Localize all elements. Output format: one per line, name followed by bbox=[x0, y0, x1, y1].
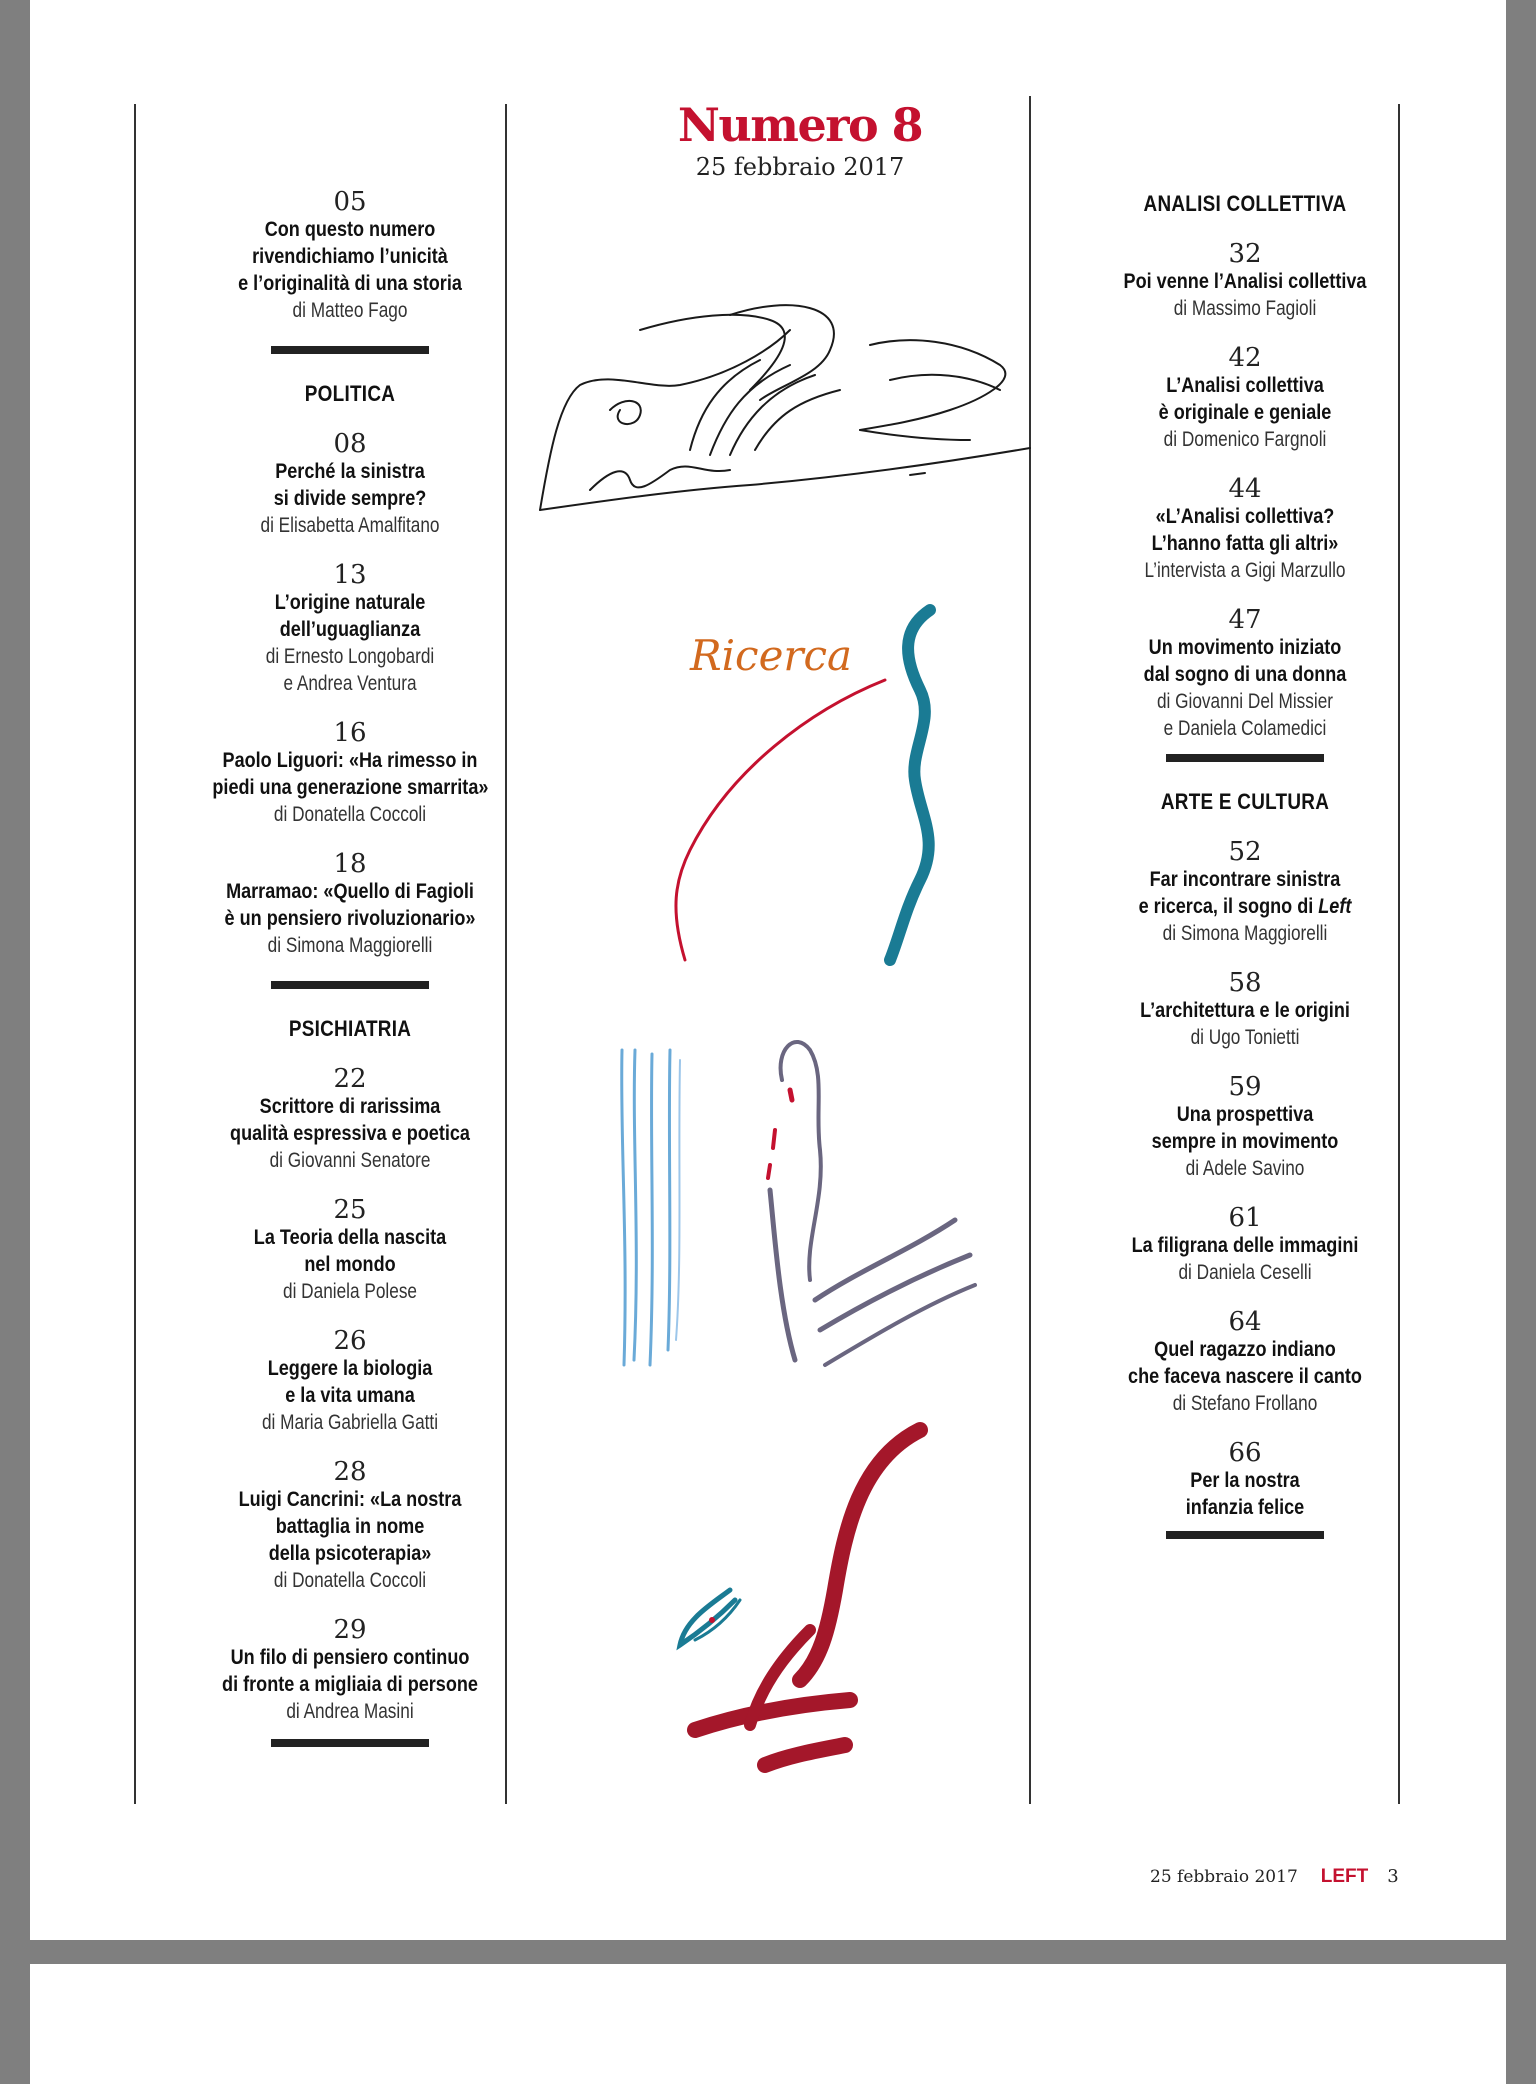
page-number: 59 bbox=[1228, 1072, 1262, 1102]
article-title bbox=[1103, 893, 1387, 920]
page-number: 08 bbox=[333, 429, 367, 459]
article-title: Paolo Liguori: «Ha rimesso in bbox=[222, 749, 478, 772]
article-author: di Ugo Tonietti bbox=[1190, 1026, 1300, 1049]
article-author: di Elisabetta Amalfitano bbox=[260, 514, 440, 537]
article-title: Scrittore di rarissima bbox=[259, 1095, 441, 1118]
article-title: infanzia felice bbox=[1185, 1496, 1305, 1519]
toc-entry[interactable] bbox=[1080, 969, 1410, 1051]
article-title: sempre in movimento bbox=[1151, 1130, 1339, 1153]
column-divider-1 bbox=[134, 104, 136, 1804]
article-author: di Daniela Ceselli bbox=[1178, 1261, 1312, 1284]
page-number: 18 bbox=[333, 849, 367, 879]
toc-entry[interactable] bbox=[190, 719, 510, 828]
article-title: si divide sempre? bbox=[273, 487, 427, 510]
article-title: Perché la sinistra bbox=[275, 460, 425, 483]
section-rule bbox=[1166, 1531, 1324, 1539]
issue-number: Numero 8 bbox=[677, 98, 923, 152]
toc-entry[interactable] bbox=[1080, 1204, 1410, 1286]
section-rule bbox=[271, 1739, 429, 1747]
article-title: piedi una generazione smarrita» bbox=[212, 776, 489, 799]
article-author: di Domenico Fargnoli bbox=[1163, 428, 1327, 451]
section-heading-politica: POLITICA bbox=[304, 381, 396, 406]
page-number: 66 bbox=[1228, 1438, 1262, 1468]
page-number: 58 bbox=[1228, 968, 1262, 998]
page-number: 47 bbox=[1228, 605, 1262, 635]
footer-brand: LEFT bbox=[1320, 1866, 1369, 1887]
next-page-edge bbox=[30, 1964, 1506, 2084]
red-strokes-illustration bbox=[670, 1420, 950, 1800]
article-title: rivendichiamo l’unicità bbox=[252, 245, 448, 268]
page-number: 44 bbox=[1228, 474, 1262, 504]
page-number: 29 bbox=[333, 1615, 367, 1645]
toc-entry[interactable] bbox=[190, 1327, 510, 1436]
page-number: 26 bbox=[333, 1326, 367, 1356]
toc-entry[interactable] bbox=[1080, 838, 1410, 947]
article-title: Quel ragazzo indiano bbox=[1154, 1338, 1336, 1361]
toc-entry[interactable] bbox=[1080, 344, 1410, 453]
toc-entry[interactable] bbox=[1080, 1308, 1410, 1417]
page-number: 28 bbox=[333, 1457, 367, 1487]
page-number: 52 bbox=[1228, 837, 1262, 867]
article-title: nel mondo bbox=[304, 1253, 396, 1276]
page-number: 64 bbox=[1228, 1307, 1262, 1337]
toc-entry[interactable] bbox=[190, 850, 510, 959]
article-title: Un movimento iniziato bbox=[1148, 636, 1342, 659]
article-author: di Matteo Fago bbox=[292, 299, 408, 322]
toc-entry[interactable] bbox=[190, 430, 510, 539]
footer-date: 25 febbraio 2017 bbox=[1150, 1867, 1298, 1887]
toc-entry[interactable] bbox=[1080, 1073, 1410, 1182]
issue-header bbox=[570, 98, 1030, 182]
article-title: L’hanno fatta gli altri» bbox=[1151, 532, 1339, 555]
footer-page-number: 3 bbox=[1387, 1866, 1399, 1887]
toc-entry[interactable] bbox=[190, 1065, 510, 1174]
section-heading-psichiatria: PSICHIATRIA bbox=[288, 1016, 412, 1041]
page-number: 22 bbox=[333, 1064, 367, 1094]
page-footer bbox=[1150, 1866, 1450, 1888]
toc-entry[interactable] bbox=[1080, 1439, 1410, 1521]
article-title: Poi venne l’Analisi collettiva bbox=[1123, 270, 1367, 293]
magazine-name-italic: Left bbox=[1318, 895, 1352, 918]
toc-entry[interactable] bbox=[1080, 240, 1410, 322]
section-heading-arte: ARTE E CULTURA bbox=[1160, 789, 1330, 814]
article-author: di Simona Maggiorelli bbox=[1162, 922, 1328, 945]
magazine-page bbox=[30, 0, 1506, 1940]
article-title: di fronte a migliaia di persone bbox=[222, 1673, 478, 1696]
article-author: di Giovanni Del Missier bbox=[1156, 690, 1334, 713]
ricerca-illustration bbox=[650, 590, 950, 970]
toc-entry[interactable] bbox=[1080, 606, 1410, 742]
section-heading-analisi: ANALISI COLLETTIVA bbox=[1143, 191, 1347, 216]
article-title: che faceva nascere il canto bbox=[1128, 1365, 1362, 1388]
toc-entry[interactable] bbox=[190, 1196, 510, 1305]
article-author: e Andrea Ventura bbox=[283, 672, 417, 695]
toc-right-column bbox=[1080, 188, 1410, 1565]
toc-entry[interactable] bbox=[190, 561, 510, 697]
article-title: Un filo di pensiero continuo bbox=[230, 1646, 470, 1669]
article-title: Per la nostra bbox=[1190, 1469, 1300, 1492]
article-author: di Stefano Frollano bbox=[1172, 1392, 1318, 1415]
page-number: 13 bbox=[333, 560, 367, 590]
section-rule bbox=[271, 346, 429, 354]
page-number: 61 bbox=[1228, 1203, 1262, 1233]
line-sketch-illustration bbox=[530, 290, 1050, 520]
article-title: qualità espressiva e poetica bbox=[230, 1122, 470, 1145]
article-author: di Donatella Coccoli bbox=[273, 1569, 427, 1592]
page-number: 42 bbox=[1228, 343, 1262, 373]
article-title: dell’uguaglianza bbox=[279, 618, 421, 641]
page-number: 05 bbox=[333, 187, 367, 217]
article-title: Leggere la biologia bbox=[267, 1357, 433, 1380]
article-author: L’intervista a Gigi Marzullo bbox=[1144, 559, 1346, 582]
article-title: L’architettura e le origini bbox=[1140, 999, 1350, 1022]
article-author: di Ernesto Longobardi bbox=[265, 645, 435, 668]
page-number: 25 bbox=[333, 1195, 367, 1225]
article-author: di Adele Savino bbox=[1185, 1157, 1305, 1180]
ricerca-handwritten-word: Ricerca bbox=[690, 631, 853, 680]
toc-entry[interactable] bbox=[190, 1616, 510, 1725]
article-author: e Daniela Colamedici bbox=[1163, 717, 1327, 740]
page-number: 32 bbox=[1228, 239, 1262, 269]
toc-entry-intro[interactable] bbox=[190, 188, 510, 324]
article-author: di Maria Gabriella Gatti bbox=[261, 1411, 439, 1434]
toc-entry[interactable] bbox=[1080, 475, 1410, 584]
article-author: di Andrea Masini bbox=[286, 1700, 414, 1723]
article-title: L’Analisi collettiva bbox=[1166, 374, 1324, 397]
abstract-lines-illustration bbox=[610, 1020, 990, 1380]
issue-date: 25 febbraio 2017 bbox=[695, 153, 905, 181]
article-title: della psicoterapia» bbox=[268, 1542, 432, 1565]
section-rule bbox=[1166, 754, 1324, 762]
article-title: La Teoria della nascita bbox=[253, 1226, 447, 1249]
article-title: Marramao: «Quello di Fagioli bbox=[226, 880, 474, 903]
article-author: di Simona Maggiorelli bbox=[267, 934, 433, 957]
article-title: è un pensiero rivoluzionario» bbox=[224, 907, 476, 930]
article-author: di Daniela Polese bbox=[282, 1280, 418, 1303]
article-title: La filigrana delle immagini bbox=[1131, 1234, 1359, 1257]
article-author: di Donatella Coccoli bbox=[273, 803, 427, 826]
article-title: Far incontrare sinistra bbox=[1149, 868, 1341, 891]
article-title-prefix: e ricerca, il sogno di bbox=[1138, 895, 1319, 918]
article-title: Una prospettiva bbox=[1176, 1103, 1314, 1126]
article-author: di Giovanni Senatore bbox=[269, 1149, 431, 1172]
section-rule bbox=[271, 981, 429, 989]
article-title: e la vita umana bbox=[285, 1384, 415, 1407]
page-number: 16 bbox=[333, 718, 367, 748]
article-title: Luigi Cancrini: «La nostra bbox=[238, 1488, 462, 1511]
article-author: di Massimo Fagioli bbox=[1173, 297, 1317, 320]
article-title: battaglia in nome bbox=[275, 1515, 425, 1538]
article-title: dal sogno di una donna bbox=[1143, 663, 1347, 686]
article-title: Con questo numero bbox=[264, 218, 436, 241]
article-title: è originale e geniale bbox=[1158, 401, 1332, 424]
article-title: L’origine naturale bbox=[274, 591, 426, 614]
toc-left-column bbox=[190, 188, 510, 1773]
article-title: «L’Analisi collettiva? bbox=[1155, 505, 1335, 528]
toc-entry[interactable] bbox=[190, 1458, 510, 1594]
article-title: e l’originalità di una storia bbox=[238, 272, 462, 295]
